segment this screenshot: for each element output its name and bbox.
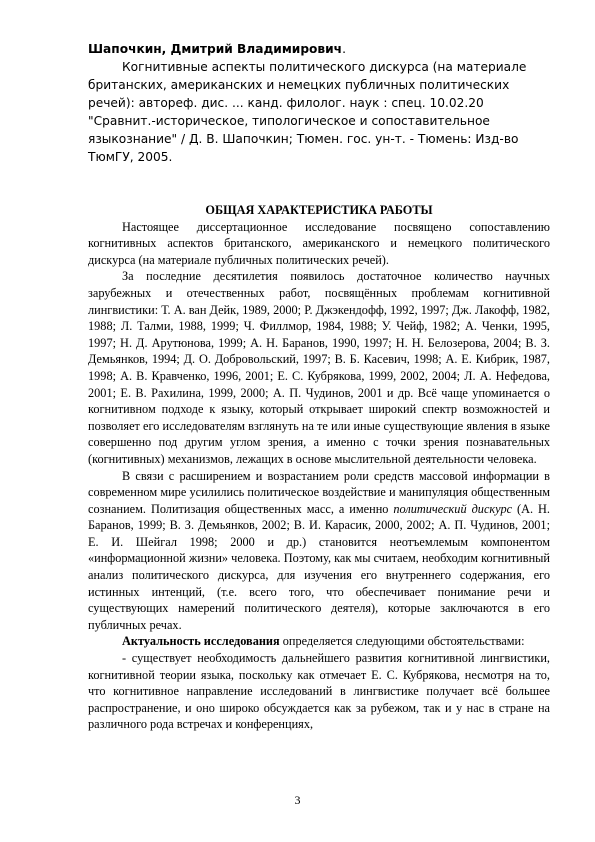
political-discourse-term: политический дискурс: [393, 501, 513, 516]
paragraph-media-start: В связи с расширением и возрастанием роли средств массовой информации в современном мире усилились политическое воздействие и манипуляция общественным сознанием. Политизация общественных масс, а именно: [88, 468, 550, 516]
paragraph-media-end: (А. Н. Баранов, 1999; В. З. Демьянков, 2002; В. И. Карасик, 2000, 2002; А. П. Чудинов, 2001; Е. И. Шейгал 1998; 2000 и др.) становится неотъемлемым компонентом «информационной жизни» человека. Поэтому, как мы считаем, необходим когнитивный анализ политического дискурса, для изучения его внутреннего содержания, его истинных интенций, (т.е. всего того, что обеспечивает понимание речи и существующих намерений политического деятеля), которые заключаются в его публичных речах.: [88, 501, 550, 632]
paragraph-list-item: - существует необходимость дальнейшего развития когнитивной лингвистики, когнитивной теории языка, поскольку как отмечает Е. С. Кубрякова, несмотря на то, что когнитивное направление исследований в лингвистике получает всё большее распространение, и оно широко обсуждается как за рубежом, так и у нас в стране на различного рода встречах и конференциях,: [88, 651, 550, 732]
bibliographic-description: Когнитивные аспекты политического дискурса (на материале британских, американских и немецких публичных политических речей): автореф. дис. ... канд. филолог. наук : спец. 10.02.20 "Сравнит.-историческое, типологическое и сопоставительное языкознание" / Д. В. Шапочкин; Тюмен. гос. ун-т. - Тюмень: Изд-во ТюмГУ, 2005.: [88, 60, 527, 164]
bibliographic-record: [88, 40, 548, 166]
relevance-rest: определяется следующими обстоятельствами:: [279, 634, 525, 649]
author-line: [88, 40, 548, 58]
author-tail: .: [342, 42, 346, 56]
document-body: [88, 202, 550, 733]
page-number: 3: [294, 793, 301, 807]
section-heading: ОБЩАЯ ХАРАКТЕРИСТИКА РАБОТЫ: [205, 203, 433, 217]
paragraph-media: [88, 468, 550, 634]
paragraph-intro: Настоящее диссертационное исследование посвящено сопоставлению когнитивных аспектов британского, американского и немецкого политического дискурса (на материале публичных политических речей).: [88, 219, 550, 267]
paragraph-relevance: [88, 633, 550, 650]
paragraph-literature: За последние десятилетия появилось достаточное количество научных зарубежных и отечественных работ, посвящённых проблемам когнитивной лингвистики: Т. А. ван Дейк, 1989, 2000; Р. Джэкендофф, 1992, 1997; Дж. Лакофф, 1982, 1988; Л. Талми, 1988, 1999; Ч. Филлмор, 1984, 1988; У. Чейф, 1982; А. Ченки, 1995, 1997; Н. Д. Арутюнова, 1999; А. Н. Баранов, 1990, 1997; Н. Н. Белозерова, 2004; В. З. Демьянков, 1994; Д. О. Добровольский, 1997; В. Б. Касевич, 1998; А. Е. Кибрик, 1987, 1998; А. В. Кравченко, 1996, 2001; Е. С. Кубрякова, 1999, 2002, 2004; Л. А. Нефедова, 2001; Е. В. Рахилина, 1999, 2000; А. П. Чудинов, 2001 и др. Всё чаще упоминается о когнитивном подходе к языку, который открывает широкий спектр возможностей и позволяет его исследователям взглянуть на те или иные существующие явления в языке совершенно под другим углом зрения, а именно с точки зрения познавательных (когнитивных) механизмов, лежащих в основе мыслительной деятельности человека.: [88, 269, 550, 466]
relevance-term: Актуальность исследования: [122, 634, 280, 649]
author-name: Шапочкин, Дмитрий Владимирович: [88, 42, 343, 56]
